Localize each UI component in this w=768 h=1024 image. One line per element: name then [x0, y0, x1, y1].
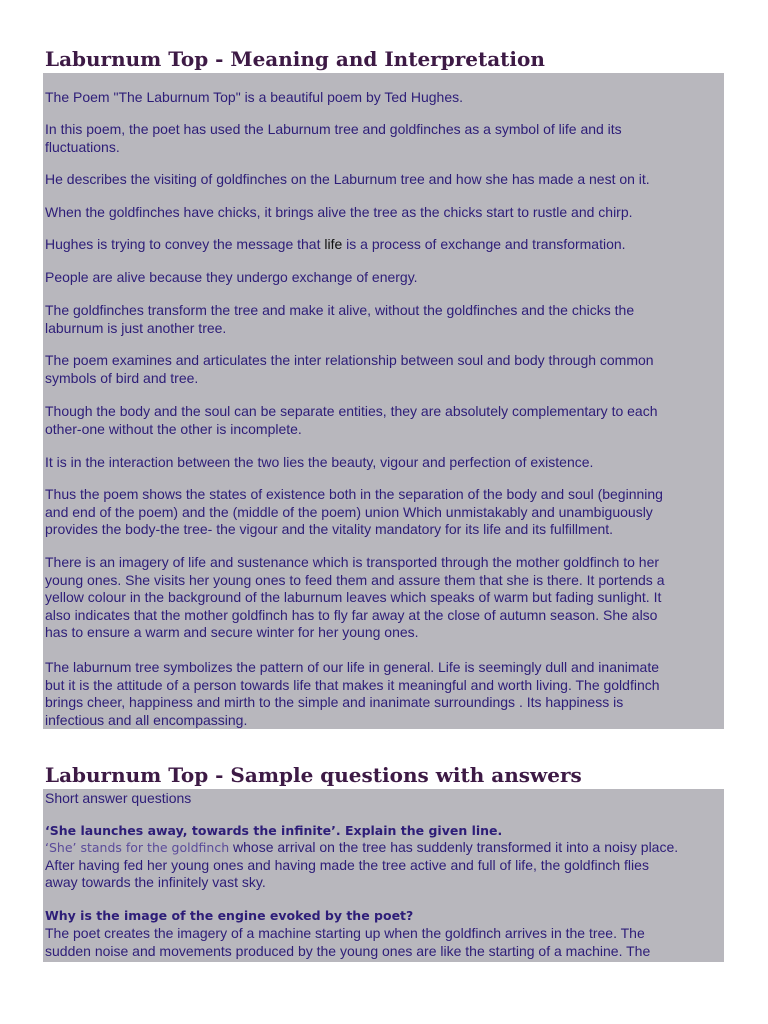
subsection-label: Short answer questions [45, 790, 192, 806]
section-title-questions: Laburnum Top - Sample questions with answers [45, 763, 582, 787]
paragraph: The poem examines and articulates the inter relationship between soul and body through common symbols of bird and tree. [45, 352, 654, 386]
question-1: ‘She launches away, towards the infinite’. Explain the given line. [45, 823, 503, 838]
paragraph-hughes [45, 236, 723, 254]
paragraph: In this poem, the poet has used the Laburnum tree and goldfinches as a symbol of life and its fluctuations. [45, 121, 622, 155]
paragraph: There is an imagery of life and sustenance which is transported through the mother goldfinch to her young ones. She visits her young ones to feed them and assure them that she is there. It portends a yellow colour in the background of the laburnum leaves which speaks of warm but fading sunlight. It also indicates that the mother goldfinch has to fly far away at the close of autumn season. She also has to ensure a warm and secure winter for her young ones. [45, 554, 665, 640]
answer-1-lead: ‘She’ stands for the goldfinch [45, 840, 230, 855]
paragraph: It is in the interaction between the two lies the beauty, vigour and perfection of existence. [45, 454, 594, 470]
paragraph: Though the body and the soul can be separate entities, they are absolutely complementary to each other-one without the other is incomplete. [45, 403, 658, 437]
paragraph-text: is a process of exchange and transformation. [342, 236, 626, 252]
paragraph: The laburnum tree symbolizes the pattern of our life in general. Life is seemingly dull and inanimate but it is the attitude of a person towards life that makes it meaningful and worth living. The goldfinch brings cheer, happiness and mirth to the simple and inanimate surroundings . Its happiness is infectious and all encompassing. [45, 659, 660, 728]
paragraph: The goldfinches transform the tree and make it alive, without the goldfinches and the chicks the laburnum is just another tree. [45, 302, 635, 336]
highlight-word: life [324, 236, 343, 252]
paragraph-text: Hughes is trying to convey the message that [45, 236, 325, 252]
question-2: Why is the image of the engine evoked by the poet? [45, 908, 414, 923]
section-title-meaning: Laburnum Top - Meaning and Interpretation [45, 47, 545, 71]
meaning-content-box [43, 73, 724, 729]
paragraph: When the goldfinches have chicks, it brings alive the tree as the chicks start to rustle and chirp. [45, 204, 633, 220]
paragraph: People are alive because they undergo exchange of energy. [45, 269, 418, 285]
questions-content-box [43, 789, 724, 962]
answer-1 [45, 839, 725, 892]
answer-1-text: whose arrival on the tree has suddenly transformed it into a noisy place. After having fed her young ones and having made the tree active and full of life, the goldfinch flies away towards the infinitely vast sky. [45, 839, 679, 890]
answer-2: The poet creates the imagery of a machine starting up when the goldfinch arrives in the tree. The sudden noise and movements produced by the young ones are like the starting of a machine. The [45, 925, 651, 959]
paragraph: Thus the poem shows the states of existence both in the separation of the body and soul (beginning and end of the poem) and the (middle of the poem) union Which unmistakably and unambiguously provides the body-the tree- the vigour and the vitality mandatory for its life and its fulfillment. [45, 486, 663, 537]
paragraph: The Poem "The Laburnum Top" is a beautiful poem by Ted Hughes. [45, 89, 464, 105]
paragraph: He describes the visiting of goldfinches on the Laburnum tree and how she has made a nest on it. [45, 171, 650, 187]
